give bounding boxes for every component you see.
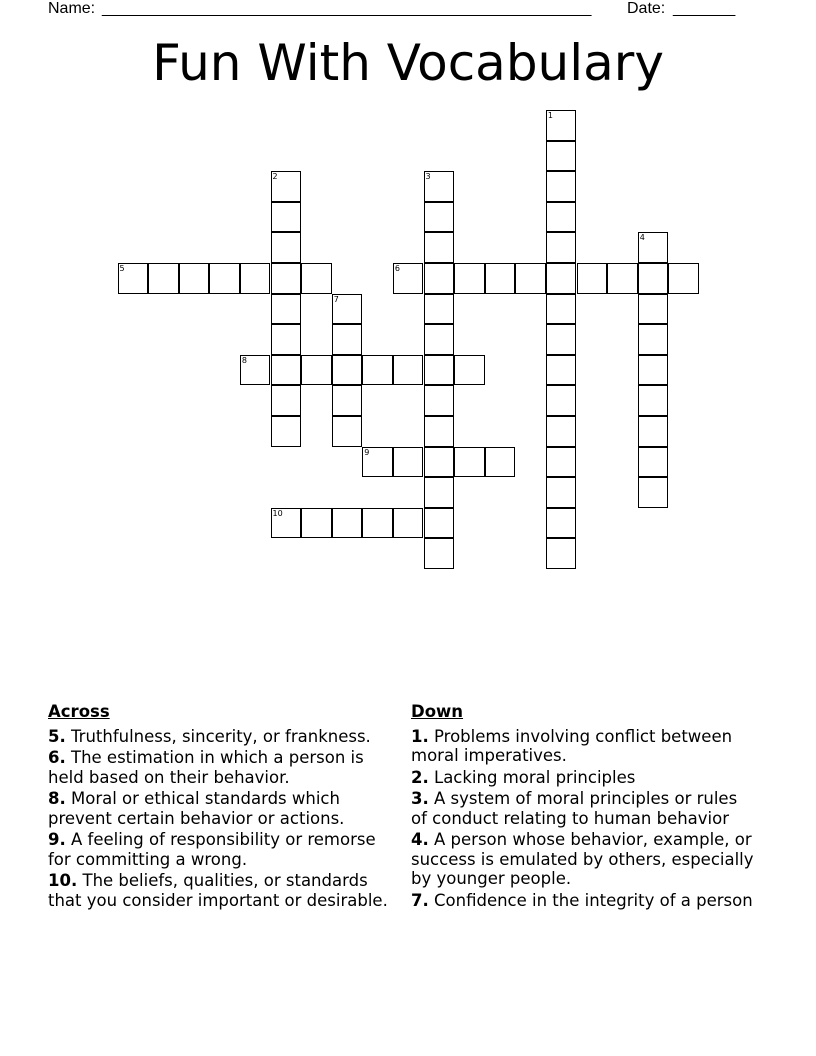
grid-cell[interactable] <box>424 385 455 416</box>
grid-cell[interactable] <box>454 447 485 478</box>
grid-cell[interactable] <box>301 508 332 539</box>
grid-cell[interactable] <box>546 477 577 508</box>
grid-cell[interactable] <box>362 508 393 539</box>
cell-number: 6 <box>394 264 400 273</box>
date-label: Date: <box>627 0 666 17</box>
clue-text: Lacking moral principles <box>434 767 636 787</box>
grid-cell[interactable] <box>577 263 608 294</box>
grid-cell[interactable] <box>424 355 455 386</box>
across-clue <box>48 789 400 828</box>
grid-cell[interactable] <box>271 202 302 233</box>
page-title: Fun With Vocabulary <box>152 34 664 92</box>
grid-cell[interactable] <box>546 202 577 233</box>
grid-cell[interactable] <box>638 447 669 478</box>
cell-number: 7 <box>333 294 339 304</box>
grid-cell[interactable] <box>362 355 393 386</box>
grid-cell[interactable] <box>118 263 149 294</box>
grid-cell[interactable] <box>638 416 669 447</box>
cell-number: 4 <box>639 233 645 243</box>
grid-cell[interactable] <box>332 385 363 416</box>
grid-cell[interactable] <box>638 385 669 416</box>
grid-cell[interactable] <box>332 416 363 447</box>
grid-cell[interactable] <box>424 171 455 202</box>
down-clue <box>411 768 756 788</box>
grid-cell[interactable] <box>209 263 240 294</box>
grid-cell[interactable] <box>638 263 669 294</box>
grid-cell[interactable] <box>332 294 363 325</box>
grid-cell[interactable] <box>424 508 455 539</box>
date-blank-line: _______ <box>673 0 736 17</box>
clue-number: 3. <box>411 789 429 808</box>
grid-cell[interactable] <box>638 232 669 263</box>
grid-cell[interactable] <box>393 263 424 294</box>
clue-number: 1. <box>411 726 429 746</box>
grid-cell[interactable] <box>546 324 577 355</box>
grid-cell[interactable] <box>607 263 638 294</box>
grid-cell[interactable] <box>546 232 577 263</box>
grid-cell[interactable] <box>301 263 332 294</box>
grid-cell[interactable] <box>638 294 669 325</box>
grid-cell[interactable] <box>668 263 699 294</box>
grid-cell[interactable] <box>485 447 516 478</box>
clue-number: 5. <box>48 726 66 746</box>
down-clue <box>411 891 756 911</box>
clue-number: 2. <box>411 767 429 787</box>
grid-cell[interactable] <box>271 294 302 325</box>
cell-number: 1 <box>547 111 553 120</box>
grid-cell[interactable] <box>424 477 455 508</box>
cell-number: 9 <box>364 447 370 457</box>
grid-cell[interactable] <box>332 355 363 386</box>
grid-cell[interactable] <box>546 416 577 447</box>
grid-cell[interactable] <box>485 263 516 294</box>
clue-number: 7. <box>411 890 429 910</box>
across-clue <box>48 871 400 910</box>
grid-cell[interactable] <box>424 202 455 233</box>
clue-text: Problems involving conflict between moral imperatives. <box>411 726 733 765</box>
clue-text: The estimation in which a person is held based on their behavior. <box>48 748 364 787</box>
grid-cell[interactable] <box>546 508 577 539</box>
grid-cell[interactable] <box>393 355 424 386</box>
grid-cell[interactable] <box>424 294 455 325</box>
grid-cell[interactable] <box>424 324 455 355</box>
grid-cell[interactable] <box>424 538 455 569</box>
down-heading: Down <box>411 702 464 721</box>
grid-cell[interactable] <box>424 447 455 478</box>
grid-cell[interactable] <box>332 324 363 355</box>
clue-number: 10. <box>48 871 78 890</box>
clue-text: The beliefs, qualities, or standards that you consider important or desirable. <box>48 871 388 910</box>
clue-number: 8. <box>48 789 66 808</box>
grid-cell[interactable] <box>638 324 669 355</box>
grid-cell[interactable] <box>424 263 455 294</box>
grid-cell[interactable] <box>638 355 669 386</box>
grid-cell[interactable] <box>454 355 485 386</box>
grid-cell[interactable] <box>546 385 577 416</box>
grid-cell[interactable] <box>271 416 302 447</box>
grid-cell[interactable] <box>271 171 302 202</box>
clue-number: 4. <box>411 830 429 849</box>
grid-cell[interactable] <box>546 355 577 386</box>
name-label: Name: <box>48 0 96 17</box>
cell-number: 5 <box>119 264 125 273</box>
across-clue <box>48 727 400 747</box>
clue-text: A system of moral principles or rules of conduct relating to human behavior <box>411 789 738 828</box>
grid-cell[interactable] <box>271 508 302 539</box>
clue-number: 6. <box>48 748 66 767</box>
down-clue <box>411 727 756 766</box>
down-clue <box>411 830 756 889</box>
grid-cell[interactable] <box>148 263 179 294</box>
grid-cell[interactable] <box>424 416 455 447</box>
grid-cell[interactable] <box>546 110 577 141</box>
clue-text: Moral or ethical standards which prevent certain behavior or actions. <box>48 789 345 828</box>
grid-cell[interactable] <box>546 294 577 325</box>
grid-cell[interactable] <box>546 263 577 294</box>
grid-cell[interactable] <box>393 447 424 478</box>
cell-number: 10 <box>272 508 283 518</box>
across-clues <box>48 702 400 912</box>
grid-cell[interactable] <box>240 355 271 386</box>
grid-cell[interactable] <box>271 232 302 263</box>
grid-cell[interactable] <box>271 263 302 294</box>
clue-text: Truthfulness, sincerity, or frankness. <box>71 726 371 746</box>
grid-cell[interactable] <box>179 263 210 294</box>
grid-cell[interactable] <box>638 477 669 508</box>
grid-cell[interactable] <box>271 324 302 355</box>
grid-cell[interactable] <box>424 232 455 263</box>
grid-cell[interactable] <box>271 385 302 416</box>
down-clues <box>411 702 756 912</box>
grid-cell[interactable] <box>546 447 577 478</box>
across-clue <box>48 748 400 787</box>
grid-cell[interactable] <box>546 171 577 202</box>
grid-cell[interactable] <box>271 355 302 386</box>
clue-text: A feeling of responsibility or remorse for committing a wrong. <box>48 830 376 869</box>
down-clue <box>411 789 756 828</box>
clue-text: Confidence in the integrity of a person <box>434 890 753 910</box>
cell-number: 3 <box>425 172 431 182</box>
grid-cell[interactable] <box>393 508 424 539</box>
clue-number: 9. <box>48 830 66 849</box>
clue-text: A person whose behavior, example, or success is emulated by others, especially by younger people. <box>411 830 754 888</box>
grid-cell[interactable] <box>515 263 546 294</box>
grid-cell[interactable] <box>332 508 363 539</box>
name-blank-line: _______________________________________________________ <box>102 0 592 17</box>
grid-cell[interactable] <box>240 263 271 294</box>
grid-cell[interactable] <box>454 263 485 294</box>
cell-number: 2 <box>272 172 278 182</box>
grid-cell[interactable] <box>546 538 577 569</box>
grid-cell[interactable] <box>301 355 332 386</box>
grid-cell[interactable] <box>546 141 577 172</box>
grid-cell[interactable] <box>362 447 393 478</box>
cell-number: 8 <box>241 355 247 365</box>
across-heading: Across <box>48 702 110 721</box>
across-clue <box>48 830 400 869</box>
